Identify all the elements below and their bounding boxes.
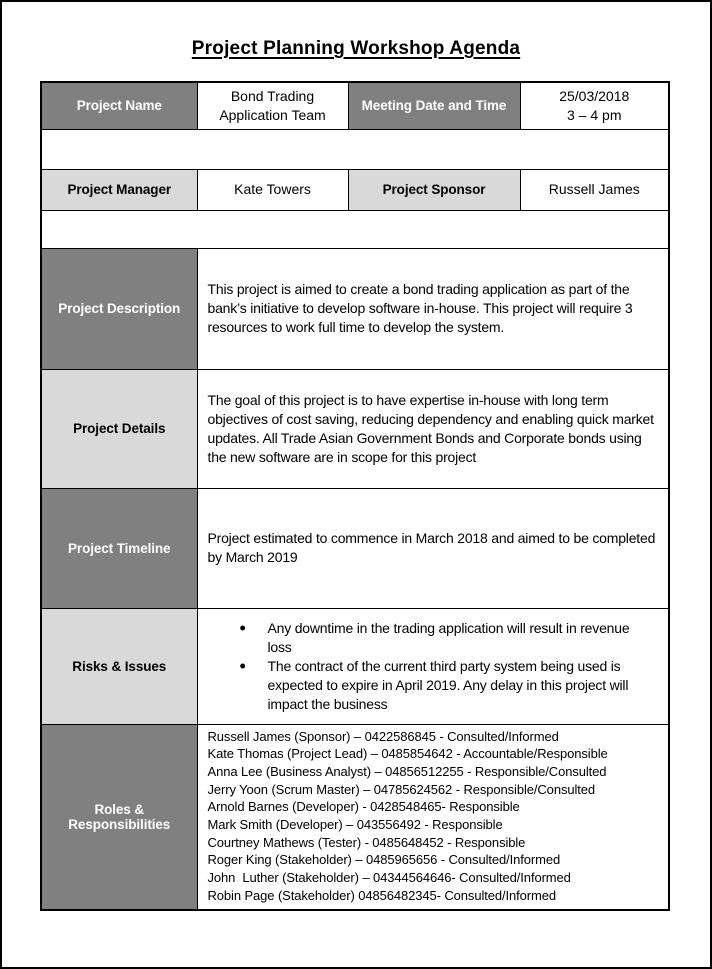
project-name-label: Project Name (41, 82, 197, 129)
role-line: Jerry Yoon (Scrum Master) – 04785624562 - Responsible/Consulted (207, 781, 596, 797)
spacer-cell (41, 129, 669, 169)
section-paragraph: This project is aimed to create a bond trading application as part of the bank’s initiative to develop software in-house. This project will require 3 resources to work full time to develop the system. (207, 281, 633, 335)
role-line: Roger King (Stakeholder) – 0485965656 - Consulted/Informed (207, 852, 561, 868)
role-line: Mark Smith (Developer) – 043556492 - Responsible (207, 817, 503, 833)
section-paragraph: The goal of this project is to have expertise in-house with long term objectives of cost saving, reducing dependency and enabling quick market updates. All Trade Asian Government Bonds and Corporate bonds using the new software are in scope for this project (207, 391, 654, 465)
section-row-project-timeline (41, 488, 669, 608)
project-name-value-line1: Bond Trading (230, 87, 315, 104)
bullet-item: • Any downtime in the trading application will result in revenue loss (240, 619, 657, 657)
section-content-project-timeline (197, 488, 669, 608)
meeting-date-value-line2: 3 – 4 pm (567, 106, 622, 123)
section-row-project-description (41, 248, 669, 369)
section-row-project-details (41, 369, 669, 488)
page-title: Project Planning Workshop Agenda (191, 38, 521, 59)
project-sponsor-value: Russell James (520, 169, 669, 210)
section-paragraph: Project estimated to commence in March 2018 and aimed to be completed by March 2019 (207, 530, 656, 565)
spacer-row (41, 210, 669, 248)
bullet-item: • The contract of the current third party system being used is expected to expire in April 2019. Any delay in this project will impact the business (240, 657, 657, 714)
role-line: Kate Thomas (Project Lead) – 0485854642 - Accountable/Responsible (207, 746, 608, 762)
role-line: John Luther (Stakeholder) – 04344564646- Consulted/Informed (207, 870, 571, 886)
project-manager-label: Project Manager (41, 169, 197, 210)
section-label-project-description: Project Description (41, 248, 197, 369)
section-label-roles-responsibilities: Roles & Responsibilities (41, 724, 197, 910)
role-line: Russell James (Sponsor) – 0422586845 - Consulted/Informed (207, 728, 559, 744)
bullet-list (208, 619, 657, 714)
project-name-value (197, 82, 348, 129)
section-content-risks-issues (197, 608, 669, 724)
section-row-risks-issues (41, 608, 669, 724)
spacer-cell (41, 210, 669, 248)
project-sponsor-label: Project Sponsor (348, 169, 520, 210)
section-row-roles-responsibilities (41, 724, 669, 910)
section-label-project-timeline: Project Timeline (41, 488, 197, 608)
role-line: Robin Page (Stakeholder) 04856482345- Consulted/Informed (207, 887, 557, 903)
role-line: Anna Lee (Business Analyst) – 04856512255 - Responsible/Consulted (207, 763, 607, 779)
project-name-value-line2: Application Team (219, 106, 326, 123)
section-label-risks-issues: Risks & Issues (41, 608, 197, 724)
meeting-date-value (520, 82, 669, 129)
info-row (41, 82, 669, 129)
section-content-project-details (197, 369, 669, 488)
meeting-date-value-line1: 25/03/2018 (559, 87, 630, 104)
role-line: Courtney Mathews (Tester) - 0485648452 - Responsible (207, 834, 526, 850)
section-label-project-details: Project Details (41, 369, 197, 488)
agenda-table (40, 81, 670, 911)
project-manager-value: Kate Towers (197, 169, 348, 210)
people-row (41, 169, 669, 210)
spacer-row (41, 129, 669, 169)
role-line: Arnold Barnes (Developer) - 0428548465- Responsible (207, 799, 520, 815)
section-content-project-description (197, 248, 669, 369)
meeting-date-label: Meeting Date and Time (348, 82, 520, 129)
section-content-roles-responsibilities (197, 724, 669, 910)
